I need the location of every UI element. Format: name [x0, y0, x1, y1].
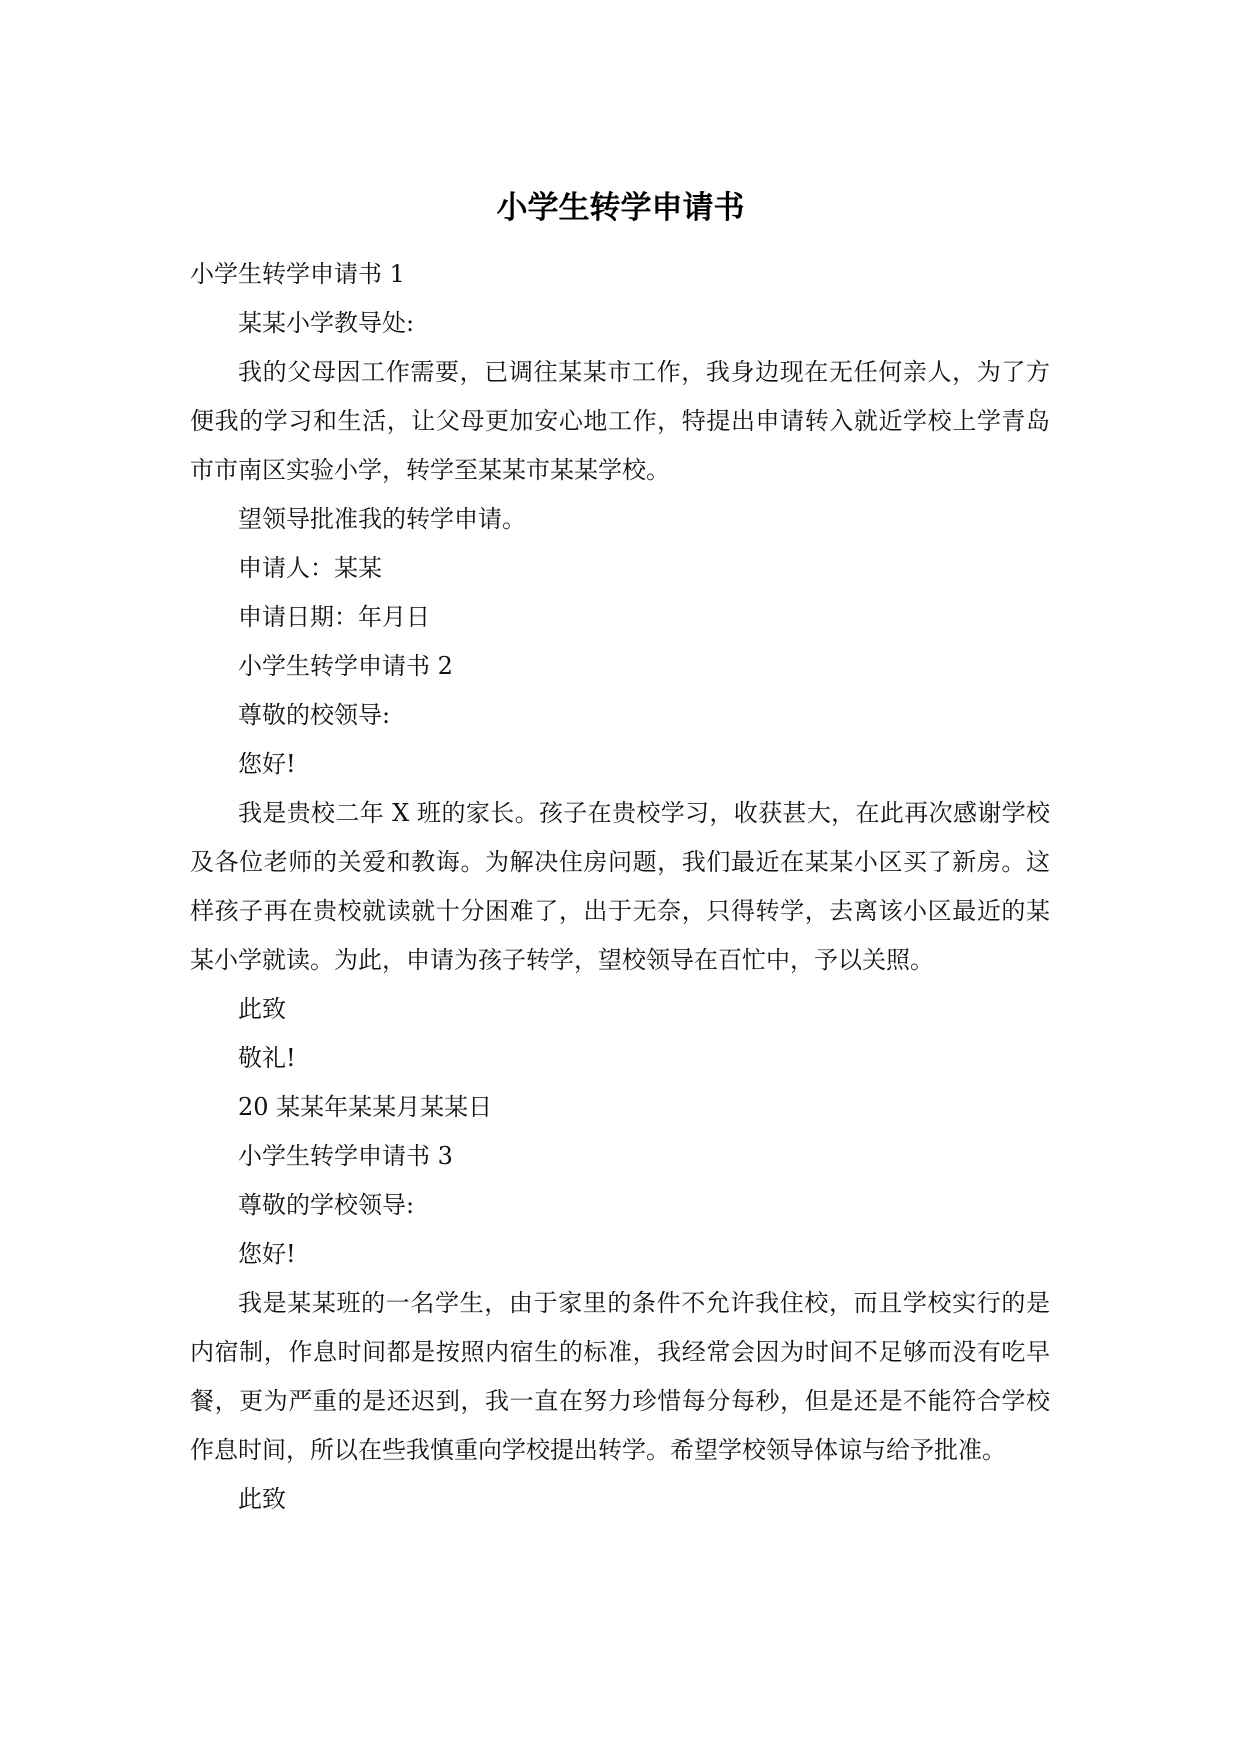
- greeting: 您好!: [238, 750, 296, 778]
- section-heading-2: 小学生转学申请书 2: [238, 652, 453, 680]
- salutation: 尊敬的学校领导:: [238, 1191, 415, 1219]
- document-body: [190, 250, 1050, 1524]
- paragraph: 望领导批准我的转学申请。: [238, 505, 526, 533]
- date-line: 申请日期：年月日: [238, 603, 430, 631]
- document-title: 小学生转学申请书: [496, 190, 745, 226]
- date-line: 20 某某年某某月某某日: [238, 1093, 493, 1121]
- closing: 此致: [238, 1485, 286, 1513]
- paragraph: 我是贵校二年 X 班的家长。孩子在贵校学习，收获甚大，在此再次感谢学校及各位老师的关爱和教诲。为解决住房问题，我们最近在某某小区买了新房。这样孩子再在贵校就读就十分困难了，出于无奈，只得转学，去离该小区最近的某某小学就读。为此，申请为孩子转学，望校领导在百忙中，予以关照。: [190, 799, 1050, 974]
- section-heading-3: 小学生转学申请书 3: [238, 1142, 453, 1170]
- salutation: 尊敬的校领导:: [238, 701, 391, 729]
- greeting: 您好!: [238, 1240, 296, 1268]
- paragraph: 我的父母因工作需要，已调往某某市工作，我身边现在无任何亲人，为了方便我的学习和生活，让父母更加安心地工作，特提出申请转入就近学校上学青岛市市南区实验小学，转学至某某市某某学校。: [190, 358, 1050, 484]
- section-heading-1: 小学生转学申请书 1: [190, 260, 405, 288]
- closing: 此致: [238, 995, 286, 1023]
- closing: 敬礼!: [238, 1044, 296, 1072]
- salutation: 某某小学教导处:: [238, 309, 415, 337]
- paragraph: 我是某某班的一名学生，由于家里的条件不允许我住校，而且学校实行的是内宿制，作息时间都是按照内宿生的标准，我经常会因为时间不足够而没有吃早餐，更为严重的是还迟到，我一直在努力珍惜每分每秒，但是还是不能符合学校作息时间，所以在些我慎重向学校提出转学。希望学校领导体谅与给予批准。: [190, 1289, 1050, 1464]
- applicant-line: 申请人：某某: [238, 554, 382, 582]
